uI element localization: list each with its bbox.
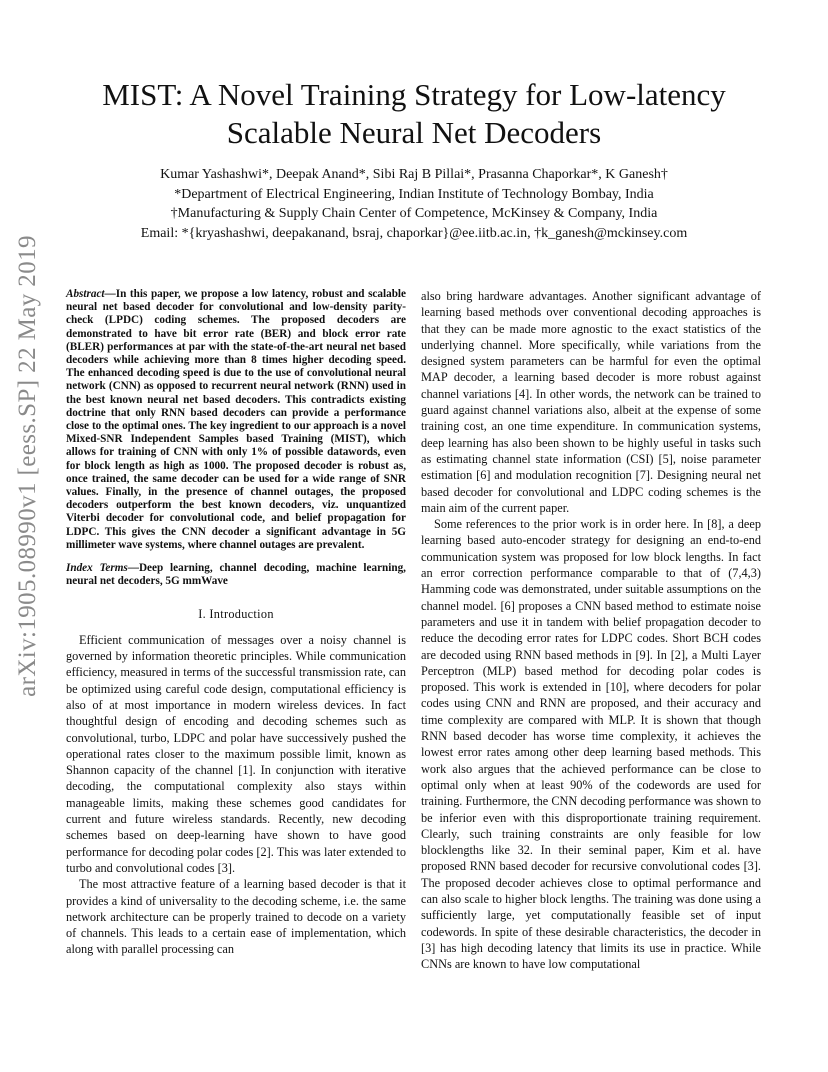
affiliation-1: *Department of Electrical Engineering, Indian Institute of Technology Bombay, India: [174, 186, 654, 202]
index-terms-label: Index Terms: [66, 562, 128, 575]
section-heading-introduction: I. Introduction: [198, 607, 274, 622]
abstract-text: —In this paper, we propose a low latency, robust and scalable neural net based decoder for convolutional and low-density parity-check (LPDC) coding schemes. The proposed decoders are demonstrated to have bit error rate (BER) and block error rate (BLER) performances at par with the state-of-the-art neural net based decoders while achieving more than 8 times higher decoding speed. The enhanced decoding speed is due to the use of convolutional neural network (CNN) as opposed to recurrent neural network (RNN) used in the best known neural net based decoders. This contradicts existing doctrine that only RNN based decoders can provide a performance close to the optimal ones. The key ingredient to our approach is a novel Mixed-SNR Independent Samples based Training (MIST), which allows for training of CNN with only 1% of possible datawords, even for block length as high as 1000. The proposed decoder is robust as, once trained, the same decoder can be used for a wide range of SNR values. Finally, in the presence of channel outages, the proposed decoders outperform the best known decoders, viz. unquantized Viterbi decoder for convolutional code, and belief propagation for LDPC. This gives the CNN decoder a significant advantage in 5G millimeter wave systems, where channel outages are prevalent.: [66, 288, 406, 551]
author-list: Kumar Yashashwi*, Deepak Anand*, Sibi Raj B Pillai*, Prasanna Chaporkar*, K Ganesh†: [160, 167, 668, 182]
paper-header: [60, 76, 768, 243]
author-block: [60, 165, 768, 243]
right-paragraph-1: also bring hardware advantages. Another significant advantage of learning based methods over conventional decoding approaches is that they can be made more agnostic to the exact statistics of the underlying channel. More specifically, while variations from the designed system parameters can be harmful for even the optimal MAP decoder, a learning based decoder is more robust against channel variations [4]. In other words, the network can be trained to guard against channel variations also, albeit at the expense of some training cost, an one time expenditure. In communication systems, deep learning has also been shown to be highly useful in tasks such as estimating channel state information (CSI) [5], noise parameter estimation [6] and modulation recognition [7]. Designing neural net based decoder for convolutional and LDPC coding schemes is the main aim of the current paper.: [421, 289, 761, 515]
right-paragraph-2: Some references to the prior work is in order here. In [8], a deep learning based auto-encoder strategy for designing an end-to-end communication system was proposed for low block lengths. In fact an error correction performance comparable to that of (7,4,3) Hamming code was demonstrated, under suitable assumptions on the channel model. [6] proposes a CNN based method to estimate noise parameters and use it in tandem with belief propagation decoder to reduce the decoding error rates for LDPC codes. Short BCH codes are decoded using RNN based methods in [9]. In [2], a Multi Layer Perceptron (MLP) based method for decoding polar codes is proposed. This work is extended in [10], where decoders for polar codes using CNN and RNN are proposed, and their accuracy and time complexity are compared with MLP. It is shown that though RNN based decoder has worse time complexity, it achieves the lowest error rates among other deep learning based methods. This work also argues that the achieved performance can be close to optimal only when at least 90% of the codewords are used for training. Furthermore, the CNN decoding performance was shown to be inferior even with this disproportionate training requirement. Clearly, such training constraints are only feasible for low blocklengths like 32. In their seminal paper, Kim et al. have proposed RNN based decoder for recursive convolutional codes [3]. The proposed decoder achieves close to optimal performance and can also scale to higher block lengths. The training was done using a sufficiently large, yet computationally feasible set of input codewords. In spite of these desirable characteristics, the decoder in [3] has high decoding latency that limits its use in practice. While CNNs are known to have low computational: [421, 517, 761, 972]
author-emails: Email: *{kryashashwi, deepakanand, bsraj, chaporkar}@ee.iitb.ac.in, †k_ganesh@mckinsey.com: [140, 225, 688, 241]
index-terms-text: —Deep learning, channel decoding, machine learning, neural net decoders, 5G mmWave: [66, 562, 406, 588]
paper-title: [60, 76, 768, 152]
intro-paragraph-1: Efficient communication of messages over a noisy channel is governed by information theoretic principles. While communication efficiency, measured in terms of the successful transmission rate, can be optimized using careful code design, computational efficiency is also of at most importance in modern wireless devices. In fact thoughtful design of encoding and decoding schemes such as convolutional, turbo, LDPC and polar have successively pushed the operational rates closer to the maximum possible limit, known as Shannon capacity of the channel [1]. In conjunction with iterative decoding, the computational complexity also stays within manageable limits, making these schemes good candidates for current and future wireless standards. Recently, new decoding schemes based on deep-learning have shown to have good performance for decoding polar codes [2]. This was later extended to turbo and convolutional codes [3].: [66, 632, 406, 875]
intro-paragraph-2: The most attractive feature of a learning based decoder is that it provides a kind of universality to the decoding scheme, i.e. the same network architecture can be properly trained to decode on a variety of channels. This leads to a certain ease of implementation, which along with parallel processing can: [66, 877, 406, 957]
index-terms: [66, 562, 406, 588]
title-line-1: MIST: A Novel Training Strategy for Low-latency: [102, 77, 726, 112]
abstract-label: Abstract: [66, 288, 105, 300]
affiliation-2: †Manufacturing & Supply Chain Center of Competence, McKinsey & Company, India: [170, 206, 658, 221]
abstract: [66, 288, 406, 552]
arxiv-stamp: arXiv:1905.08990v1 [eess.SP] 22 May 2019: [14, 235, 41, 697]
right-column: [421, 288, 761, 972]
left-column: [66, 288, 406, 958]
title-line-2: Scalable Neural Net Decoders: [226, 115, 602, 150]
